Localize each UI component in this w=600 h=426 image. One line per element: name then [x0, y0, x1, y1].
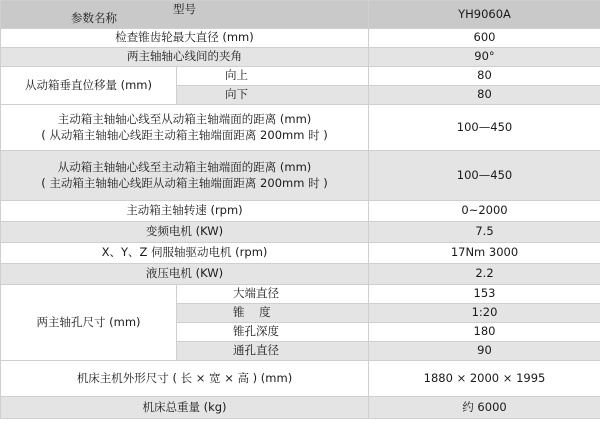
row-travel-down-label: 向下	[177, 86, 369, 105]
row-travel-down-value: 80	[369, 86, 600, 105]
row-travel-up-value: 80	[369, 67, 600, 86]
row-distance-2-line1: 从动箱主轴轴心线至主动箱主轴端面的距离 (mm)	[57, 159, 312, 174]
row-servo-motor-value: 17Nm 3000	[369, 243, 600, 264]
header-param-cell	[1, 1, 369, 29]
row-spindle-speed-value: 0~2000	[369, 201, 600, 222]
row-dimensions-label: 机床主机外形尺寸 ( 长 × 宽 × 高 ) (mm)	[1, 361, 369, 397]
row-bore-item-value: 1:20	[369, 304, 600, 323]
row-vf-motor-label: 变频电机 (KW)	[1, 222, 369, 243]
row-distance-2-label	[1, 151, 369, 201]
row-bore-item-value: 180	[369, 323, 600, 342]
row-bore-item-value: 153	[369, 285, 600, 304]
row-vertical-travel-label: 从动箱垂直位移量 (mm)	[1, 67, 177, 105]
row-vf-motor-value: 7.5	[369, 222, 600, 243]
row-bore-item-label: 锥孔深度	[177, 323, 369, 342]
row-weight-value: 约 6000	[369, 397, 600, 419]
row-max-diameter-label: 检查锥齿轮最大直径 (mm)	[1, 29, 369, 48]
row-dimensions-value: 1880 × 2000 × 1995	[369, 361, 600, 397]
row-hydraulic-motor-label: 液压电机 (KW)	[1, 264, 369, 285]
row-bore-item-label: 大端直径	[177, 285, 369, 304]
row-bore-item-label: 锥 度	[177, 304, 369, 323]
row-bore-item-value: 90	[369, 342, 600, 361]
row-distance-2-line2: ( 主动箱主轴轴心线距从动箱主轴端面距离 200mm 时 )	[41, 175, 328, 190]
header-model-value: YH9060A	[369, 1, 600, 29]
header-model-label: 型号	[173, 2, 196, 16]
row-bore-item-label: 通孔直径	[177, 342, 369, 361]
row-distance-2-value: 100—450	[369, 151, 600, 201]
row-distance-1-line2: ( 从动箱主轴轴心线距主动箱主轴端面距离 200mm 时 )	[41, 127, 328, 142]
row-axis-angle-label: 两主轴轴心线间的夹角	[1, 48, 369, 67]
row-distance-1-line1: 主动箱主轴轴心线至从动箱主轴端面的距离 (mm)	[57, 111, 312, 126]
row-max-diameter-value: 600	[369, 29, 600, 48]
row-axis-angle-value: 90°	[369, 48, 600, 67]
row-spindle-speed-label: 主动箱主轴转速 (rpm)	[1, 201, 369, 222]
row-hydraulic-motor-value: 2.2	[369, 264, 600, 285]
header-param-label: 参数名称	[71, 11, 117, 26]
row-travel-up-label: 向上	[177, 67, 369, 86]
row-bore-label: 两主轴孔尺寸 (mm)	[1, 285, 177, 361]
row-distance-1-label	[1, 105, 369, 151]
row-weight-label: 机床总重量 (kg)	[1, 397, 369, 419]
row-servo-motor-label: X、Y、Z 伺服轴驱动电机 (rpm)	[1, 243, 369, 264]
row-distance-1-value: 100—450	[369, 105, 600, 151]
